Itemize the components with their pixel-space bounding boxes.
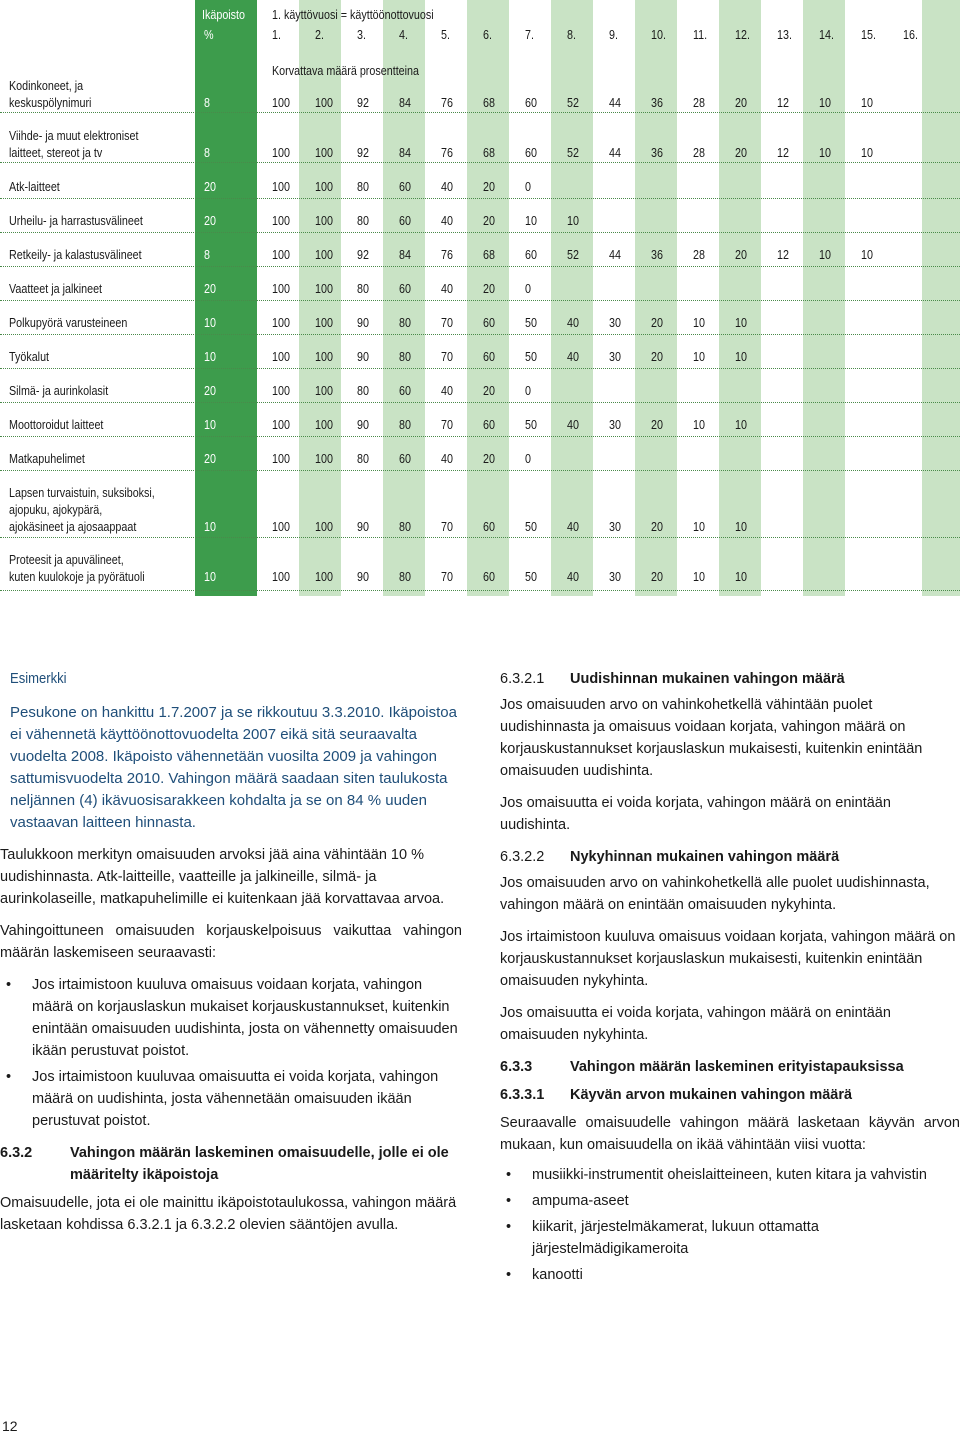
- table-cell: 80: [357, 180, 369, 194]
- row-divider: [0, 470, 960, 471]
- row-percent: 10: [204, 418, 216, 432]
- year-header: 16.: [903, 28, 918, 42]
- row-divider: [0, 300, 960, 301]
- list-item: • kiikarit, järjestelmäkamerat, lukuun ottamatta järjestelmädigikameroita: [500, 1216, 960, 1260]
- row-percent: 20: [204, 452, 216, 466]
- table-cell: 80: [399, 520, 411, 534]
- table-cell: 10: [735, 418, 747, 432]
- row-label: Proteesit ja apuvälineet,: [9, 553, 124, 567]
- table-cell: 0: [525, 452, 531, 466]
- paragraph-no-depreciation: Omaisuudelle, jota ei ole mainittu ikäpoistotaulukossa, vahingon määrä lasketaan kohdissa 6.3.2.1 ja 6.3.2.2 olevien sääntöjen avulla.: [0, 1195, 457, 1233]
- year-column-band: [467, 0, 509, 596]
- row-percent: 10: [204, 570, 216, 584]
- table-cell: 20: [651, 520, 663, 534]
- paragraph-fair-value: Seuraavalle omaisuudelle vahingon määrä lasketaan käyvän arvon mukaan, kun omaisuudella on ikää vähintään viisi vuotta:: [500, 1115, 960, 1153]
- table-cell: 68: [483, 96, 495, 110]
- list-item: • musiikki-instrumentit oheislaitteineen, kuten kitara ja vahvistin: [500, 1164, 960, 1186]
- table-cell: 50: [525, 520, 537, 534]
- table-cell: 100: [272, 248, 290, 262]
- table-cell: 60: [483, 570, 495, 584]
- table-cell: 40: [441, 452, 453, 466]
- row-label: kuten kuulokoje ja pyörätuoli: [9, 570, 145, 584]
- table-cell: 70: [441, 570, 453, 584]
- left-text-column: [0, 668, 462, 1236]
- year-header: 15.: [861, 28, 876, 42]
- table-cell: 80: [357, 214, 369, 228]
- table-cell: 90: [357, 350, 369, 364]
- table-cell: 40: [441, 180, 453, 194]
- row-label: Viihde- ja muut elektroniset: [9, 129, 139, 143]
- list-item: • Jos irtaimistoon kuuluvaa omaisuutta ei voida korjata, vahingon määrä on uudishinta, josta vähennetään omaisuuden ikään perustuvat poistot.: [0, 1066, 462, 1132]
- table-cell: 40: [441, 214, 453, 228]
- table-cell: 10: [819, 96, 831, 110]
- table-cell: 80: [399, 316, 411, 330]
- table-cell: 80: [399, 350, 411, 364]
- row-label: keskuspölynimuri: [9, 96, 92, 110]
- table-cell: 10: [693, 570, 705, 584]
- right-text-column: [500, 668, 960, 1286]
- heading-6-3-3: 6.3.3 Vahingon määrän laskeminen erityistapauksissa: [500, 1059, 904, 1075]
- table-cell: 10: [735, 316, 747, 330]
- list-item: • ampuma-aseet: [500, 1190, 960, 1212]
- table-cell: 90: [357, 316, 369, 330]
- row-divider: [0, 198, 960, 199]
- table-cell: 100: [272, 146, 290, 160]
- paragraph-current-price-no-repair: Jos omaisuutta ei voida korjata, vahingon määrä on enintään omaisuuden nykyhinta.: [500, 1005, 891, 1043]
- table-cell: 90: [357, 520, 369, 534]
- table-cell: 12: [777, 96, 789, 110]
- list-item: • Jos irtaimistoon kuuluva omaisuus voidaan korjata, vahingon määrä on korjauslaskun mukaiset korjauskustannukset, kuitenkin enintään omaisuuden uudishinta, josta on vähennetty omaisuuden ikään perustuvat poistot.: [0, 974, 462, 1062]
- row-label: ajokäsineet ja ajosaappaat: [9, 520, 137, 534]
- table-cell: 68: [483, 248, 495, 262]
- table-cell: 80: [357, 452, 369, 466]
- table-cell: 20: [651, 418, 663, 432]
- row-divider: [0, 436, 960, 437]
- row-label: ajopuku, ajokypärä,: [9, 503, 103, 517]
- table-cell: 20: [483, 180, 495, 194]
- table-cell: 100: [315, 520, 333, 534]
- table-cell: 30: [609, 570, 621, 584]
- table-cell: 30: [609, 350, 621, 364]
- table-cell: 100: [272, 418, 290, 432]
- row-divider: [0, 232, 960, 233]
- table-cell: 60: [399, 452, 411, 466]
- table-cell: 68: [483, 146, 495, 160]
- table-cell: 44: [609, 146, 621, 160]
- row-percent: 20: [204, 282, 216, 296]
- heading-6-3-2: 6.3.2 Vahingon määrän laskeminen omaisuudelle, jolle ei ole määritelty ikäpoistoja: [0, 1145, 449, 1183]
- table-cell: 12: [777, 248, 789, 262]
- table-cell: 100: [272, 214, 290, 228]
- repair-bullet-list: [0, 974, 462, 1132]
- row-percent: 10: [204, 350, 216, 364]
- row-label: Atk-laitteet: [9, 180, 60, 194]
- bullet-icon: •: [6, 977, 12, 993]
- table-cell: 60: [525, 248, 537, 262]
- table-cell: 60: [525, 96, 537, 110]
- table-cell: 28: [693, 96, 705, 110]
- table-cell: 90: [357, 570, 369, 584]
- table-cell: 52: [567, 248, 579, 262]
- paragraph-current-price: Jos omaisuuden arvo on vahinkohetkellä alle puolet uudishinnasta, vahingon määrä on enintään omaisuuden nykyhinta.: [500, 875, 930, 913]
- table-cell: 36: [651, 146, 663, 160]
- row-label: Moottoroidut laitteet: [9, 418, 104, 432]
- page-number: 12: [2, 1418, 18, 1434]
- year-header: 13.: [777, 28, 792, 42]
- row-percent: 8: [204, 146, 210, 160]
- table-cell: 20: [735, 248, 747, 262]
- table-cell: 60: [399, 214, 411, 228]
- row-percent: 8: [204, 248, 210, 262]
- table-cell: 50: [525, 350, 537, 364]
- table-cell: 100: [315, 96, 333, 110]
- table-cell: 30: [609, 520, 621, 534]
- table-cell: 40: [441, 282, 453, 296]
- table-cell: 10: [567, 214, 579, 228]
- table-cell: 76: [441, 146, 453, 160]
- example-body: Pesukone on hankittu 1.7.2007 ja se rikkoutuu 3.3.2010. Ikäpoistoa ei vähennetä käyttöönottovuodelta 2007 eikä sitä seuraavalta vuodelta 2008. Ikäpoisto vähennetään vuosilta 2009 ja vahingon sattumisvuodelta 2010. Vahingon määrä saadaan siten taulukosta neljännen (4) ikävuosisarakkeen kohdalta ja se on 84 % uuden vastaavan laitteen hinnasta.: [10, 704, 457, 831]
- year-column-band: [719, 0, 761, 596]
- table-cell: 10: [693, 418, 705, 432]
- year-column-band: [383, 0, 425, 596]
- table-cell: 0: [525, 282, 531, 296]
- table-cell: 12: [777, 146, 789, 160]
- table-cell: 20: [735, 96, 747, 110]
- table-cell: 92: [357, 96, 369, 110]
- table-cell: 70: [441, 418, 453, 432]
- table-cell: 90: [357, 418, 369, 432]
- table-cell: 36: [651, 96, 663, 110]
- table-cell: 80: [399, 570, 411, 584]
- table-cell: 70: [441, 350, 453, 364]
- row-label: Kodinkoneet, ja: [9, 79, 84, 93]
- row-label: Matkapuhelimet: [9, 452, 85, 466]
- row-percent: 8: [204, 96, 210, 110]
- table-cell: 100: [272, 384, 290, 398]
- table-cell: 92: [357, 146, 369, 160]
- year-16-band: [922, 0, 960, 596]
- year-header: 4.: [399, 28, 408, 42]
- table-cell: 100: [315, 384, 333, 398]
- table-cell: 100: [315, 146, 333, 160]
- table-cell: 100: [272, 570, 290, 584]
- table-cell: 10: [735, 350, 747, 364]
- year-column-band: [551, 0, 593, 596]
- table-cell: 50: [525, 418, 537, 432]
- table-cell: 40: [567, 350, 579, 364]
- table-cell: 60: [399, 180, 411, 194]
- table-cell: 60: [483, 316, 495, 330]
- table-cell: 50: [525, 570, 537, 584]
- table-cell: 10: [819, 248, 831, 262]
- table-subheader: Korvattava määrä prosentteina: [272, 64, 420, 78]
- table-cell: 60: [483, 350, 495, 364]
- year-header: 14.: [819, 28, 834, 42]
- table-cell: 50: [525, 316, 537, 330]
- row-divider: [0, 368, 960, 369]
- header-year-description: 1. käyttövuosi = käyttöönottovuosi: [272, 8, 434, 22]
- heading-6-3-2-1: 6.3.2.1 Uudishinnan mukainen vahingon määrä: [500, 671, 845, 687]
- table-cell: 84: [399, 248, 411, 262]
- table-cell: 28: [693, 146, 705, 160]
- table-cell: 80: [357, 282, 369, 296]
- table-cell: 100: [272, 316, 290, 330]
- header-percent: %: [204, 28, 214, 42]
- year-header: 5.: [441, 28, 450, 42]
- table-cell: 20: [651, 316, 663, 330]
- example-title: Esimerkki: [10, 671, 67, 687]
- table-cell: 28: [693, 248, 705, 262]
- table-cell: 10: [693, 350, 705, 364]
- row-label: Retkeily- ja kalastusvälineet: [9, 248, 142, 262]
- table-cell: 10: [819, 146, 831, 160]
- row-label: Vaatteet ja jalkineet: [9, 282, 103, 296]
- table-cell: 44: [609, 96, 621, 110]
- heading-6-3-2-2: 6.3.2.2 Nykyhinnan mukainen vahingon määrä: [500, 849, 840, 865]
- paragraph-minimum-value: Taulukkoon merkityn omaisuuden arvoksi jää aina vähintään 10 % uudishinnasta. Atk-laitteille, vaatteille ja jalkineille, silmä- ja aurinkolaseille, matkapuhelimille ei kuitenkaan jää korvattavaa arvoa.: [0, 847, 445, 907]
- row-percent: 10: [204, 316, 216, 330]
- table-cell: 20: [483, 214, 495, 228]
- year-header: 1.: [272, 28, 281, 42]
- table-cell: 10: [693, 520, 705, 534]
- row-label: laitteet, stereot ja tv: [9, 146, 103, 160]
- list-item: • kanootti: [500, 1264, 960, 1286]
- table-cell: 10: [693, 316, 705, 330]
- table-cell: 100: [315, 350, 333, 364]
- table-cell: 20: [483, 282, 495, 296]
- table-cell: 100: [315, 214, 333, 228]
- year-header: 10.: [651, 28, 666, 42]
- paragraph-new-price-repair: Jos omaisuuden arvo on vahinkohetkellä vähintään puolet uudishinnasta ja omaisuus voidaan korjata, vahingon määrä on korjauskustannukset korjauslaskun mukaisesti, kuitenkin enintään omaisuuden uudishinta.: [500, 697, 923, 779]
- row-divider: [0, 266, 960, 267]
- table-cell: 70: [441, 520, 453, 534]
- table-cell: 40: [567, 520, 579, 534]
- row-label: Silmä- ja aurinkolasit: [9, 384, 109, 398]
- table-cell: 20: [651, 350, 663, 364]
- table-cell: 76: [441, 248, 453, 262]
- pct-column-band: [195, 0, 257, 596]
- table-cell: 100: [315, 282, 333, 296]
- table-cell: 0: [525, 384, 531, 398]
- bullet-icon: •: [506, 1267, 512, 1283]
- table-cell: 20: [735, 146, 747, 160]
- depreciation-table: [0, 0, 960, 600]
- row-divider: [0, 590, 960, 591]
- table-cell: 40: [567, 316, 579, 330]
- table-cell: 100: [315, 570, 333, 584]
- row-divider: [0, 334, 960, 335]
- row-label: Polkupyörä varusteineen: [9, 316, 128, 330]
- row-percent: 20: [204, 384, 216, 398]
- table-cell: 100: [315, 316, 333, 330]
- table-cell: 20: [651, 570, 663, 584]
- paragraph-new-price-no-repair: Jos omaisuutta ei voida korjata, vahingon määrä on enintään uudishinta.: [500, 795, 891, 833]
- table-cell: 36: [651, 248, 663, 262]
- year-column-band: [803, 0, 845, 596]
- table-cell: 100: [315, 452, 333, 466]
- table-cell: 40: [567, 570, 579, 584]
- table-cell: 10: [735, 570, 747, 584]
- table-cell: 60: [525, 146, 537, 160]
- table-cell: 10: [861, 146, 873, 160]
- table-cell: 10: [525, 214, 537, 228]
- paragraph-repairability: Vahingoittuneen omaisuuden korjauskelpoisuus vaikuttaa vahingon määrän laskemiseen seuraavasti:: [0, 923, 462, 961]
- year-header: 8.: [567, 28, 576, 42]
- table-cell: 100: [315, 180, 333, 194]
- row-divider: [0, 162, 960, 163]
- table-cell: 40: [441, 384, 453, 398]
- table-cell: 0: [525, 180, 531, 194]
- bullet-icon: •: [506, 1193, 512, 1209]
- row-divider: [0, 112, 960, 113]
- year-header: 2.: [315, 28, 324, 42]
- year-column-band: [299, 0, 341, 596]
- bullet-icon: •: [6, 1069, 12, 1085]
- bullet-icon: •: [506, 1219, 512, 1235]
- table-cell: 52: [567, 146, 579, 160]
- table-cell: 30: [609, 418, 621, 432]
- row-label: Urheilu- ja harrastusvälineet: [9, 214, 143, 228]
- table-cell: 84: [399, 96, 411, 110]
- year-header: 7.: [525, 28, 534, 42]
- table-cell: 92: [357, 248, 369, 262]
- table-cell: 100: [315, 248, 333, 262]
- year-header: 11.: [693, 28, 708, 42]
- heading-6-3-3-1: 6.3.3.1 Käyvän arvon mukainen vahingon määrä: [500, 1087, 853, 1103]
- table-cell: 100: [272, 282, 290, 296]
- row-divider: [0, 537, 960, 538]
- table-cell: 100: [272, 180, 290, 194]
- table-cell: 100: [272, 452, 290, 466]
- table-cell: 44: [609, 248, 621, 262]
- row-label: Lapsen turvaistuin, suksiboksi,: [9, 486, 155, 500]
- table-cell: 84: [399, 146, 411, 160]
- table-cell: 76: [441, 96, 453, 110]
- table-cell: 80: [357, 384, 369, 398]
- table-cell: 20: [483, 452, 495, 466]
- year-header: 12.: [735, 28, 750, 42]
- row-percent: 20: [204, 214, 216, 228]
- row-divider: [0, 402, 960, 403]
- table-cell: 52: [567, 96, 579, 110]
- table-cell: 80: [399, 418, 411, 432]
- table-cell: 60: [399, 384, 411, 398]
- fair-value-bullet-list: [500, 1164, 960, 1286]
- table-cell: 10: [861, 248, 873, 262]
- table-cell: 100: [272, 350, 290, 364]
- year-header: 9.: [609, 28, 618, 42]
- year-header: 6.: [483, 28, 492, 42]
- table-cell: 60: [483, 418, 495, 432]
- table-cell: 100: [272, 96, 290, 110]
- table-cell: 10: [735, 520, 747, 534]
- table-cell: 70: [441, 316, 453, 330]
- row-label: Työkalut: [9, 350, 50, 364]
- table-cell: 100: [272, 520, 290, 534]
- table-cell: 60: [399, 282, 411, 296]
- header-ikapoisto: Ikäpoisto: [202, 8, 246, 22]
- table-cell: 20: [483, 384, 495, 398]
- table-cell: 60: [483, 520, 495, 534]
- table-cell: 100: [315, 418, 333, 432]
- year-header: 3.: [357, 28, 366, 42]
- table-cell: 10: [861, 96, 873, 110]
- table-cell: 30: [609, 316, 621, 330]
- table-cell: 40: [567, 418, 579, 432]
- row-percent: 10: [204, 520, 216, 534]
- row-percent: 20: [204, 180, 216, 194]
- year-column-band: [635, 0, 677, 596]
- bullet-icon: •: [506, 1167, 512, 1183]
- paragraph-current-price-repair: Jos irtaimistoon kuuluva omaisuus voidaan korjata, vahingon määrä on korjauskustannukset korjauslaskun mukaisesti, kuitenkin enintään omaisuuden nykyhinta.: [500, 929, 956, 989]
